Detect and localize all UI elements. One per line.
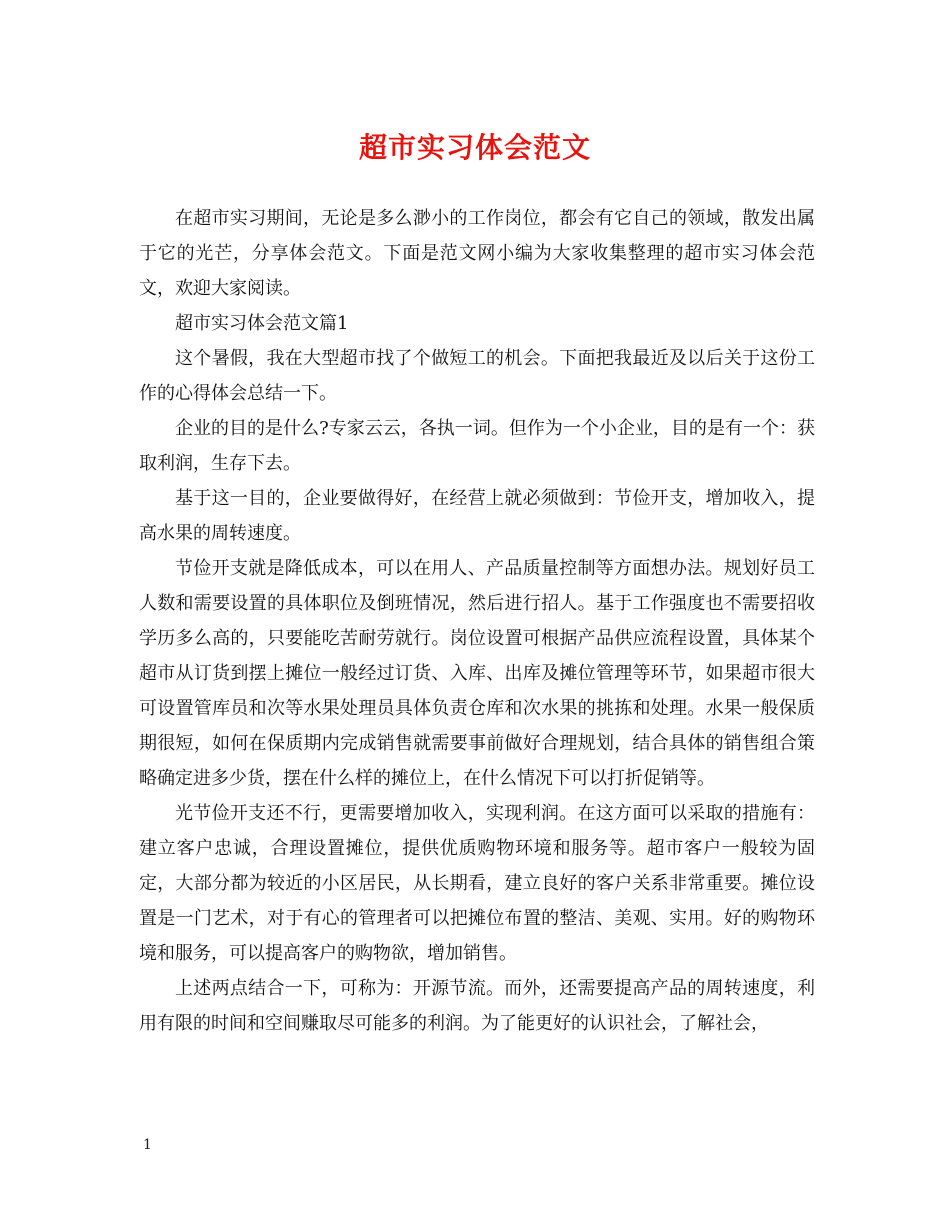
document-body — [139, 201, 815, 1041]
paragraph: 企业的目的是什么?专家云云，各执一词。但作为一个小企业，目的是有一个：获取利润，生存下去。 — [139, 418, 815, 474]
paragraph: 节俭开支就是降低成本，可以在用人、产品质量控制等方面想办法。规划好员工人数和需要设置的具体职位及倒班情况，然后进行招人。基于工作强度也不需要招收学历多么高的，只要能吃苦耐劳就行。岗位设置可根据产品供应流程设置，具体某个超市从订货到摆上摊位一般经过订货、入库、出库及摊位管理等环节，如果超市很大可设置管库员和次等水果处理员具体负责仓库和次水果的挑拣和处理。水果一般保质期很短，如何在保质期内完成销售就需要事前做好合理规划，结合具体的销售组合策略确定进多少货，摆在什么样的摊位上，在什么情况下可以打折促销等。 — [139, 558, 815, 789]
document-title: 超市实习体会范文 — [358, 131, 591, 164]
paragraph: 基于这一目的，企业要做得好，在经营上就必须做到：节俭开支，增加收入，提高水果的周转速度。 — [139, 488, 815, 544]
page-number: 1 — [143, 1137, 152, 1153]
paragraph: 这个暑假，我在大型超市找了个做短工的机会。下面把我最近及以后关于这份工作的心得体会总结一下。 — [139, 348, 815, 404]
section-heading: 超市实习体会范文篇1 — [175, 313, 349, 334]
paragraph: 光节俭开支还不行，更需要增加收入，实现利润。在这方面可以采取的措施有：建立客户忠诚，合理设置摊位，提供优质购物环境和服务等。超市客户一般较为固定，大部分都为较近的小区居民，从长期看，建立良好的客户关系非常重要。摊位设置是一门艺术，对于有心的管理者可以把摊位布置的整洁、美观、实用。好的购物环境和服务，可以提高客户的购物欲，增加销售。 — [139, 803, 815, 964]
paragraph: 上述两点结合一下，可称为：开源节流。而外，还需要提高产品的周转速度，利用有限的时间和空间赚取尽可能多的利润。为了能更好的认识社会，了解社会， — [139, 978, 815, 1034]
paragraph-intro: 在超市实习期间，无论是多么渺小的工作岗位，都会有它自己的领域，散发出属于它的光芒，分享体会范文。下面是范文网小编为大家收集整理的超市实习体会范文，欢迎大家阅读。 — [139, 208, 815, 299]
